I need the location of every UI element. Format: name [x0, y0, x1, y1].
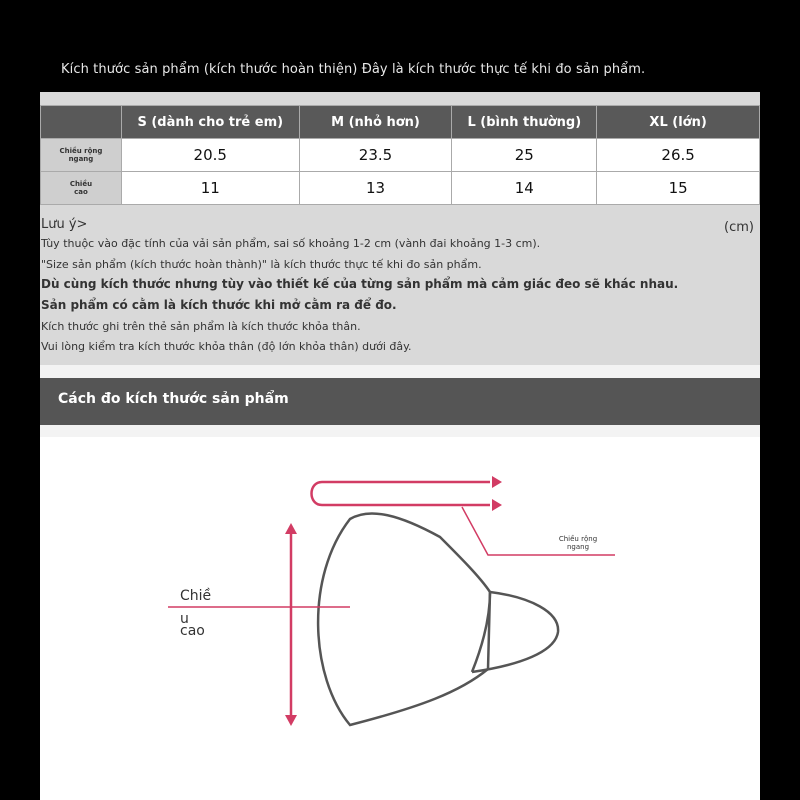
mask-diagram-svg — [40, 437, 760, 800]
height-arrowhead-bottom — [285, 715, 297, 726]
note-line: "Size sản phẩm (kích thước hoàn thành)" là kích thước thực tế khi đo sản phẩm. — [41, 258, 482, 271]
howto-header — [40, 378, 760, 425]
width-label-line: Chiều rộng — [558, 535, 598, 543]
note-line: Sản phẩm có cằm là kích thước khi mở cằm ra để đo. — [41, 298, 397, 312]
table-header-row — [41, 106, 760, 139]
table-cell: 23.5 — [299, 139, 452, 172]
table-cell: 15 — [597, 172, 760, 205]
note-line: Dù cùng kích thước nhưng tùy vào thiết kế của từng sản phẩm mà cảm giác đeo sẽ khác nhau. — [41, 277, 679, 291]
table-row — [41, 139, 760, 172]
table-cell: 11 — [121, 172, 299, 205]
table-cell: 14 — [452, 172, 597, 205]
table-cell: 25 — [452, 139, 597, 172]
size-table — [40, 105, 760, 205]
unit-label: (cm) — [724, 220, 754, 235]
height-label-line3: cao — [180, 623, 205, 639]
row-header-line: Chiều — [69, 180, 93, 188]
size-guide-page — [40, 37, 760, 800]
column-header-m: M (nhỏ hơn) — [299, 106, 452, 139]
page-header — [40, 37, 760, 92]
notes-section — [40, 207, 760, 365]
width-label — [548, 535, 608, 551]
page-title: Kích thước sản phẩm (kích thước hoàn thiện) Đây là kích thước thực tế khi đo sản phẩm. — [61, 62, 646, 77]
height-label-line2: u — [180, 611, 189, 627]
column-header-s: S (dành cho trẻ em) — [121, 106, 299, 139]
notes-title: Lưu ý> — [41, 217, 88, 232]
column-header-l: L (bình thường) — [452, 106, 597, 139]
measurement-diagram — [40, 437, 760, 800]
table-cell: 20.5 — [121, 139, 299, 172]
column-header-xl: XL (lớn) — [597, 106, 760, 139]
mask-outline — [318, 513, 490, 725]
row-header-line: ngang — [68, 155, 94, 163]
height-arrowhead-top — [285, 523, 297, 534]
row-header-width — [41, 139, 122, 172]
table-cell: 13 — [299, 172, 452, 205]
table-row — [41, 172, 760, 205]
row-header-line: Chiều rộng — [59, 147, 103, 155]
note-line: Tùy thuộc vào đặc tính của vải sản phẩm, sai số khoảng 1-2 cm (vành đai khoảng 1-3 cm). — [41, 237, 541, 250]
note-line: Kích thước ghi trên thẻ sản phẩm là kích thước khỏa thân. — [41, 320, 361, 333]
row-header-height — [41, 172, 122, 205]
note-line: Vui lòng kiểm tra kích thước khỏa thân (độ lớn khỏa thân) dưới đây. — [41, 340, 412, 353]
width-arrow — [312, 482, 491, 505]
width-arrowhead-bottom — [492, 499, 502, 511]
width-label-line: ngang — [566, 543, 590, 551]
table-corner-cell — [41, 106, 122, 139]
width-arrowhead-top — [492, 476, 502, 488]
table-cell: 26.5 — [597, 139, 760, 172]
row-header-line: cao — [74, 188, 88, 196]
howto-title: Cách đo kích thước sản phẩm — [58, 391, 289, 407]
height-label-line1: Chiề — [180, 588, 212, 604]
